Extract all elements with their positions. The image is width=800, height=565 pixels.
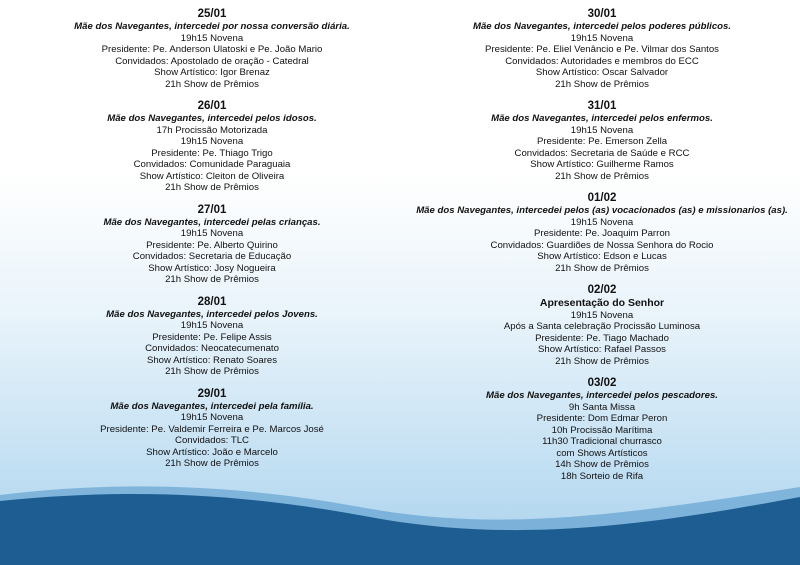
schedule-line: 9h Santa Missa bbox=[568, 401, 636, 413]
schedule-line: 19h15 Novena bbox=[180, 228, 244, 239]
left-column bbox=[22, 8, 402, 480]
schedule-line: Presidente: Pe. Alberto Quirino bbox=[146, 239, 278, 251]
day-theme: Mãe dos Navegantes, intercedei pelos enfermos. bbox=[491, 113, 713, 124]
day-date: 28/01 bbox=[197, 295, 227, 308]
day-theme: Mãe dos Navegantes, intercedei pelos Jovens. bbox=[106, 308, 318, 320]
schedule-line: Presidente: Pe. Eliel Venâncio e Pe. Vilmar dos Santos bbox=[485, 44, 719, 55]
schedule-line: Show Artístico: Cleiton de Oliveira bbox=[139, 170, 285, 182]
schedule-line: Presidente: Pe. Felipe Assis bbox=[152, 331, 272, 343]
day-theme: Mãe dos Navegantes, intercedei pelas crianças. bbox=[103, 216, 321, 228]
schedule-line: Show Artístico: Oscar Salvador bbox=[535, 67, 669, 78]
day-date: 27/01 bbox=[197, 203, 227, 216]
schedule-line: Show Artístico: Edson e Lucas bbox=[537, 251, 667, 262]
wave-decoration bbox=[0, 475, 800, 565]
day-date: 03/02 bbox=[587, 377, 617, 389]
schedule-line: Show Artístico: Igor Brenaz bbox=[154, 67, 270, 78]
schedule-day bbox=[22, 204, 402, 286]
schedule-day bbox=[22, 100, 402, 194]
day-theme: Mãe dos Navegantes, intercedei por nossa conversão diária. bbox=[74, 21, 350, 32]
schedule-line: 19h15 Novena bbox=[570, 309, 634, 321]
schedule-line: 14h Show de Prêmios bbox=[555, 459, 649, 470]
schedule-line: Presidente: Pe. Tiago Machado bbox=[535, 332, 669, 344]
schedule-day bbox=[412, 100, 792, 182]
schedule-line: Convidados: Guardiões de Nossa Senhora do Rocio bbox=[490, 239, 714, 251]
day-theme: Mãe dos Navegantes, intercedei pelos idosos. bbox=[107, 113, 317, 124]
schedule-line: 19h15 Novena bbox=[570, 216, 634, 228]
schedule-line: 19h15 Novena bbox=[180, 412, 244, 423]
schedule-line: Show Artístico: Renato Soares bbox=[146, 354, 278, 366]
schedule-line: Show Artístico: Rafael Passos bbox=[538, 344, 666, 355]
schedule-line: Presidente: Pe. Joaquim Parron bbox=[534, 228, 670, 239]
schedule-line: 21h Show de Prêmios bbox=[165, 182, 259, 193]
schedule-line: 19h15 Novena bbox=[180, 320, 244, 331]
wave-front bbox=[0, 494, 800, 565]
schedule-line: Convidados: Secretaria de Saúde e RCC bbox=[514, 147, 690, 159]
schedule-line: 21h Show de Prêmios bbox=[165, 458, 259, 469]
schedule-line: Show Artístico: Guilherme Ramos bbox=[530, 159, 674, 170]
schedule-line: Presidente: Pe. Anderson Ulatoski e Pe. João Mario bbox=[101, 44, 323, 55]
day-date: 01/02 bbox=[587, 192, 617, 204]
schedule-line: Após a Santa celebração Procissão Luminosa bbox=[503, 321, 701, 332]
day-theme: Mãe dos Navegantes, intercedei pela família. bbox=[110, 400, 314, 412]
schedule-line: 10h Procissão Marítima bbox=[551, 424, 653, 436]
schedule-day bbox=[412, 8, 792, 90]
day-date: 31/01 bbox=[587, 100, 617, 112]
schedule-line: Convidados: Neocatecumenato bbox=[145, 343, 279, 354]
schedule-line: Show Artístico: João e Marcelo bbox=[146, 446, 278, 458]
day-date: 30/01 bbox=[587, 8, 617, 20]
schedule-line: Convidados: Autoridades e membros do ECC bbox=[505, 55, 699, 67]
schedule-line: Presidente: Pe. Valdemir Ferreira e Pe. Marcos José bbox=[100, 423, 324, 435]
schedule-day bbox=[22, 8, 402, 90]
day-date: 02/02 bbox=[587, 284, 617, 296]
schedule-line: 11h30 Tradicional churrasco bbox=[542, 436, 662, 447]
schedule-line: 21h Show de Prêmios bbox=[165, 366, 259, 377]
schedule-day bbox=[412, 192, 792, 274]
schedule-line: 21h Show de Prêmios bbox=[555, 355, 649, 367]
day-theme: Mãe dos Navegantes, intercedei pelos poderes públicos. bbox=[472, 21, 732, 32]
schedule-line: 21h Show de Prêmios bbox=[165, 78, 259, 90]
schedule-line: 19h15 Novena bbox=[180, 136, 244, 147]
schedule-line: 21h Show de Prêmios bbox=[555, 170, 649, 182]
day-subtitle: Apresentação do Senhor bbox=[539, 297, 665, 309]
schedule-day bbox=[412, 377, 792, 482]
schedule-line: 19h15 Novena bbox=[180, 32, 244, 44]
schedule-line: 17h Procissão Motorizada bbox=[156, 124, 268, 136]
schedule-line: 21h Show de Prêmios bbox=[165, 274, 259, 285]
schedule-day bbox=[22, 296, 402, 378]
schedule-line: Convidados: Apostolado de oração - Catedral bbox=[115, 55, 309, 67]
schedule-line: com Shows Artísticos bbox=[556, 447, 648, 459]
day-date: 25/01 bbox=[197, 8, 227, 20]
schedule-line: Presidente: Pe. Thiago Trigo bbox=[151, 147, 273, 159]
schedule-line: 21h Show de Prêmios bbox=[555, 262, 649, 274]
schedule-line: 19h15 Novena bbox=[570, 124, 634, 136]
day-date: 29/01 bbox=[197, 387, 227, 400]
schedule-line: Convidados: TLC bbox=[175, 435, 249, 446]
day-theme: Mãe dos Navegantes, intercedei pelos (as) vocacionados (as) e missionarios (as). bbox=[416, 205, 788, 216]
schedule-line: Convidados: Secretaria de Educação bbox=[132, 251, 292, 262]
day-date: 26/01 bbox=[197, 100, 227, 112]
schedule-line: 19h15 Novena bbox=[570, 32, 634, 44]
schedule-day bbox=[22, 388, 402, 470]
schedule-line: Show Artístico: Josy Nogueira bbox=[148, 262, 276, 274]
day-theme: Mãe dos Navegantes, intercedei pelos pescadores. bbox=[486, 390, 718, 401]
schedule-line: Presidente: Pe. Emerson Zella bbox=[536, 136, 668, 147]
schedule-line: 18h Sorteio de Rifa bbox=[560, 470, 644, 482]
right-column bbox=[412, 8, 792, 492]
schedule-line: 21h Show de Prêmios bbox=[555, 78, 649, 90]
schedule-day bbox=[412, 284, 792, 367]
schedule-line: Presidente: Dom Edmar Peron bbox=[536, 413, 668, 424]
schedule-line: Convidados: Comunidade Paraguaia bbox=[133, 159, 291, 170]
